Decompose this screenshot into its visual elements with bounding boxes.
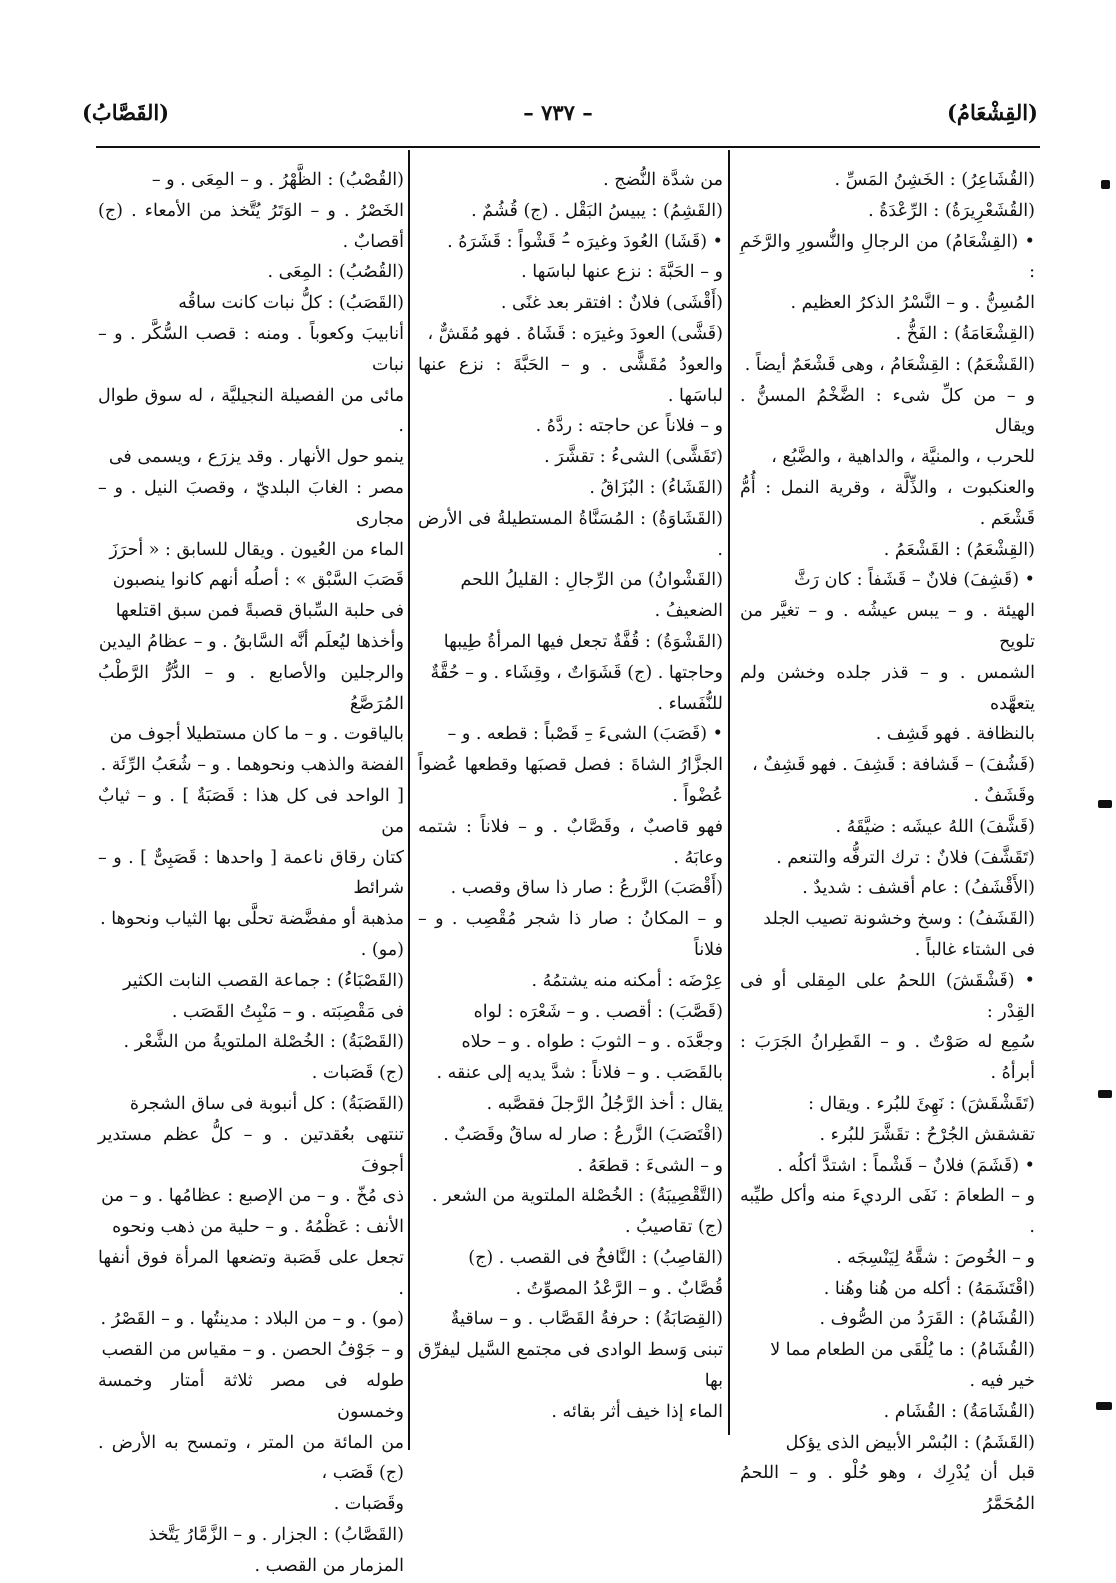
entry-line: (القَصْبَةُ) : الخُصْلة الملتويةُ من الشَّعْر . bbox=[123, 1032, 404, 1053]
entry-line: (التَّقْصِيبَةُ) : الخُصْلة الملتوية من الشعر . bbox=[431, 1186, 723, 1207]
entry-line: و – الخُوصَ : شقَّهُ لِيَنْسِجَه . bbox=[836, 1247, 1035, 1268]
entry-line: للنُّفَساء . bbox=[657, 693, 723, 714]
entry-line: (القَصْبَاءُ) : جماعة القصب النابت الكثير bbox=[123, 970, 404, 991]
entry-line: • (قَشِفَ) فلانٌ – قَشَفاً : كان رَثَّ bbox=[794, 570, 1035, 591]
margin-mark bbox=[1098, 1090, 1112, 1098]
entry-line: (القَشَاءُ) : البُزَاقُ . bbox=[589, 477, 723, 498]
entry-line: (مو) . bbox=[360, 939, 404, 960]
running-head-left: (القَصَّابُ) bbox=[82, 100, 170, 125]
entry-line: (القُصُبُ) : المِعَى . bbox=[267, 262, 404, 283]
entry-line: و – فلاناً عن حاجته : ردَّهُ . bbox=[535, 416, 723, 437]
entry-line: (القَشَفُ) : وسخ وخشونة تصيب الجلد bbox=[763, 909, 1035, 930]
entry-line: المزمار من القصب . bbox=[254, 1555, 404, 1576]
column-middle bbox=[418, 165, 723, 1428]
entry-line: (مو) . و – من البلاد : مدينتُها . و – القَصْرُ . bbox=[100, 1309, 404, 1330]
entry-line: (قَشَّفَ) اللهُ عيشَه : ضيَّقَهُ . bbox=[835, 816, 1035, 837]
entry-line: • (قَصَبَ) الشىءَ –ِ قَصْباً : قطعه . و – bbox=[447, 724, 723, 745]
entry-line: (القَصَبَةُ) : كل أنبوبة فى ساق الشجرة bbox=[129, 1093, 404, 1114]
entry-line: (اقْتَصَبَ) الزَّرعُ : صار له ساقٌ وقَصَبٌ . bbox=[443, 1124, 723, 1145]
entry-line: (أَقْشَى) فلانٌ : افتقر بعد غنًى . bbox=[500, 293, 723, 314]
entry-line: (قَشَّى) العودَ وغيرَه : قَشَاهُ . فهو مُقَشٌّ ، bbox=[427, 323, 723, 344]
entry-line: تقشقش الجُرْحُ : تقَشَّرَ للبُرء . bbox=[819, 1124, 1035, 1145]
entry-line: فى حلبة السِّباق قصبةً فمن سبق اقتلعها bbox=[115, 601, 404, 622]
entry-line: طوله فى مصر ثلاثة أمتار وخمسة وخمسون bbox=[98, 1371, 404, 1422]
margin-mark bbox=[1096, 1402, 1112, 1410]
entry-line: (القاصِبُ) : النَّافخُ فى القصب . (ج) bbox=[468, 1247, 723, 1268]
entry-line: عِرْضَه : أمكنه منه يشتمُهُ . bbox=[531, 970, 723, 991]
entry-line: (تَقَشَّفَ) فلانٌ : ترك الترفُّه والتنعم . bbox=[776, 847, 1035, 868]
column-left bbox=[98, 165, 404, 1582]
page-number: – ٧٣٧ – bbox=[523, 100, 593, 125]
entry-line: (القُشَاعِرُ) : الخَشِنُ المَسِّ . bbox=[834, 170, 1035, 190]
entry-line: مصر : الغابَ البلديّ ، وقصبَ النيل . و – مجارى bbox=[98, 477, 404, 529]
entry-line: [ الواحد فى كل هذا : قَصَبَةٌ ] . و – ثيابٌ من bbox=[98, 785, 404, 837]
entry-line: (الأَقْشَفُ) : عام أقشف : شديدٌ . bbox=[802, 878, 1035, 899]
entry-line: (القُشَامُ) : القَرَدُ من الصُّوف . bbox=[819, 1309, 1035, 1330]
entry-line: أنابيبَ وكعوباً . ومنه : قصب السُّكَّر . و – نبات bbox=[98, 323, 404, 375]
entry-line: (القَشِمُ) : يبيسُ البَقْل . (ج) قُشُمٌ . bbox=[471, 200, 723, 221]
entry-line: الماء من العُيون . ويقال للسابق : « أحرَزَ bbox=[109, 539, 404, 560]
entry-line: الخَصْرُ . و – الوَتَرُ يُتَّخذ من الأمعاء . (ج) أقصابٌ . bbox=[98, 200, 404, 252]
entry-line: قَصَبَ السَّبْق » : أصلُه أنهم كانوا ينصبون bbox=[112, 570, 404, 591]
entry-line: ذى مُخّ . و – من الإصبع : عظامُها . و – من bbox=[101, 1186, 404, 1207]
entry-line: تجعل على قَصَبة وتضعها المرأة فوق أنفها . bbox=[98, 1247, 404, 1299]
entry-line: الجزَّارُ الشاةَ : فصل قصبَها وقطعها عُضواً عُضْواً . bbox=[418, 755, 723, 806]
entry-line: والعودُ مُقَشًّى . و – الحَبَّةَ : نزع عنها لباسَها . bbox=[418, 354, 723, 406]
entry-line: مذهبة أو مفضَّضة تحلَّى بها الثياب ونحوها . bbox=[100, 909, 404, 930]
entry-line: (تَقَشَّى) الشىءُ : تقشَّرَ . bbox=[544, 447, 723, 468]
entry-line: (القُشَامَةُ) : القُشَام . bbox=[883, 1401, 1035, 1422]
entry-line: • (القِشْعَامُ) من الرجالِ والنُّسورِ والرَّخَمِ : bbox=[740, 231, 1035, 283]
column-divider-left bbox=[408, 150, 410, 1450]
entry-line: (اقْتَشَمَهُ) : أكله من هُنا وهُنا . bbox=[823, 1278, 1035, 1299]
entry-line: (القَصَبُ) : كلُّ نبات كانت ساقُه bbox=[178, 293, 404, 314]
entry-line: قُصَّابٌ . و – الرَّعْدُ المصوِّتُ . bbox=[515, 1278, 723, 1299]
entry-line: و – الحَبَّةَ : نزع عنها لباسَها . bbox=[521, 262, 723, 283]
entry-line: بالنظافة . فهو قَشِف . bbox=[875, 724, 1035, 745]
entry-line: الأنف : عَظْمُهُ . و – حلية من ذهب ونحوه bbox=[112, 1217, 404, 1238]
entry-line: الفضة والذهب ونحوهما . و – شُعَبُ الرِّئَة . bbox=[100, 755, 404, 776]
entry-line: (قَصَّبَ) : أقصب . و – شَعْرَه : لواه bbox=[473, 1001, 723, 1022]
running-head-right: (القِشْعَامُ) bbox=[947, 100, 1038, 125]
entry-line: و – الشىءَ : قطعَهُ . bbox=[577, 1155, 723, 1176]
entry-line: (القَشَاوَةُ) : المُسَنَّاةُ المستطيلةُ فى الأرض . bbox=[418, 508, 723, 560]
entry-line: (تَقَشْقَشَ) : نَهِئَ للبُرء . ويقال : bbox=[808, 1093, 1035, 1114]
entry-line: من المائة من المتر ، وتمسح به الأرض . (ج) قَصَب ، bbox=[98, 1432, 404, 1484]
entry-line: وجعَّدَه . و – الثوبَ : طواه . و – حلاه bbox=[461, 1032, 723, 1053]
entry-line: (القُشَعْرِيرَةُ) : الرِّعْدَةُ . bbox=[868, 200, 1035, 221]
entry-line: (القَصَّابُ) : الجزار . و – الزَّمَّارُ يَتَّخذ bbox=[148, 1525, 404, 1546]
entry-line: المُسِنُّ . و – النَّسْرُ الذكرُ العظيم . bbox=[790, 293, 1035, 314]
entry-line: تنتهى بعُقدتين . و – كلُّ عظم مستدير أجوفَ bbox=[98, 1124, 404, 1176]
entry-line: خير فيه . bbox=[969, 1371, 1035, 1392]
entry-line: (القُصْبُ) : الظَّهْرُ . و – المِعَى . و – bbox=[151, 170, 404, 190]
entry-line: تبنى وَسط الوادى فى مجتمع السَّيل ليفرِّق بها bbox=[418, 1340, 723, 1392]
entry-line: قبل أن يُدْرِك ، وهو حُلْو . و – اللحمُ المُحَمَّرُ bbox=[740, 1463, 1035, 1515]
entry-line: (القِصَابَةُ) : حرفةُ القَصَّاب . و – ساقيةٌ bbox=[450, 1309, 723, 1330]
entry-line: يقال : أخذ الرَّجُلُ الرَّجلَ فقصَّبه . bbox=[486, 1093, 723, 1114]
entry-line: من شدَّة النُّضج . bbox=[603, 170, 723, 190]
entry-line: و – المكانُ : صار ذا شجر مُقْصِب . و – فلاناً bbox=[418, 909, 723, 960]
entry-line: الهيئة . و – يبس عيشُه . و – تغيَّر من تلويح bbox=[740, 601, 1035, 652]
entry-line: وقَشَفٌ . bbox=[973, 785, 1035, 806]
entry-line: بالياقوت . و – ما كان مستطيلا أجوف من bbox=[109, 724, 404, 745]
entry-line: فى مَقْصِبَته . و – مَنْبِتُ القَصَب . bbox=[171, 1001, 404, 1022]
entry-line: والرجلين والأصابع . و – الدُّرُّ الرَّطْبُ المُرَصَّعُ bbox=[98, 662, 404, 714]
entry-line: والعنكبوت ، والذِّلَّة ، وقرية النمل : أُمُّ قَشْعَم . bbox=[740, 477, 1035, 529]
entry-line: (القَشْعَمُ) : القِشْعَامُ ، وهى قَشْعَمٌ أيضاً . bbox=[744, 354, 1035, 375]
entry-line: الماء إذا خيف أثر بقائه . bbox=[551, 1401, 723, 1422]
entry-line: و – الطعامَ : نَفَى الرديءَ منه وأكل طيِّبه . bbox=[740, 1186, 1035, 1238]
entry-line: (ج) قَصَبات . bbox=[311, 1063, 404, 1084]
entry-line: وقَصَبات . bbox=[333, 1494, 404, 1515]
entry-line: • (قَشَمَ) فلانٌ – قَشْماً : اشتدَّ أكلُه . bbox=[777, 1155, 1035, 1176]
margin-mark bbox=[1098, 800, 1112, 808]
entry-line: و – من كلِّ شىء : الضَّخْمُ المسنُّ . ويقال bbox=[740, 385, 1035, 437]
entry-line: (القَشْوانُ) من الرِّجالِ : القليلُ اللحم bbox=[460, 570, 723, 591]
entry-line: الشمس . و – قذر جلده وخشن ولم يتعهَّده bbox=[740, 662, 1035, 714]
entry-line: فهو قاصبٌ ، وقَصَّابٌ . و – فلاناً : شتمه وعابَهُ . bbox=[418, 816, 723, 868]
entry-line: (قَشُفَ) – قَشافة : قَشِفَ . فهو قَشِفٌ ، bbox=[752, 755, 1035, 776]
margin-mark bbox=[1101, 180, 1110, 189]
entry-line: كتان رقاق ناعمة [ واحدها : قَصَبِىٌّ ] . و – شرائط bbox=[98, 847, 404, 899]
entry-line: (القِشْعَمُ) : القَشْعَمُ . bbox=[883, 539, 1035, 560]
entry-line: • (قَشْقَشَ) اللحمُ على المِقلى أو فى القِدْر : bbox=[740, 970, 1035, 1022]
entry-line: وأخذها ليُعلَم أنَّه السَّابقُ . و – عظامُ اليدين bbox=[98, 631, 404, 652]
entry-line: • (قَشَا) العُودَ وغيرَه –ُ قَشْواً : قَشَرَهُ . bbox=[447, 231, 723, 252]
entry-line: (القَشْوَةُ) : قُفَّةٌ تجعل فيها المرأةُ طِيبها bbox=[443, 631, 723, 652]
column-divider-right bbox=[728, 150, 730, 1435]
entry-line: الضعيفُ . bbox=[654, 601, 723, 622]
header-rule bbox=[96, 146, 1040, 148]
entry-line: مائى من الفصيلة النجيليَّة ، له سوق طوال . bbox=[98, 385, 404, 437]
entry-line: (ج) تقاصيبُ . bbox=[624, 1217, 723, 1238]
entry-line: (القَشَمُ) : البُسْر الأبيض الذى يؤكل bbox=[785, 1432, 1035, 1453]
entry-line: (القِشْعَامَةُ) : الفَخُّ . bbox=[895, 323, 1035, 344]
entry-line: سُمِع له صَوْتٌ . و – القَطِرانُ الجَرَبَ : أبرأهُ . bbox=[740, 1032, 1035, 1084]
entry-line: ينمو حول الأنهار . وقد يزرَع ، ويسمى فى bbox=[108, 447, 404, 468]
entry-line: (القُشَامُ) : ما يُلْقَى من الطعام مما لا bbox=[770, 1340, 1035, 1361]
column-right bbox=[740, 165, 1035, 1520]
entry-line: بالقَصَب . و – فلاناً : شدَّ يديه إلى عنقه . bbox=[436, 1063, 723, 1084]
entry-line: وحاجتها . (ج) قَشَوَاتٌ ، وقِشَاء . و – حُقَّةٌ bbox=[430, 662, 723, 683]
entry-line: فى الشتاء غالباً . bbox=[914, 939, 1035, 960]
entry-line: (أَقْصَبَ) الزَّرعُ : صار ذا ساق وقصب . bbox=[450, 878, 723, 899]
entry-line: للحرب ، والمنيَّة ، والداهية ، والضَّبُع ، bbox=[771, 447, 1035, 468]
entry-line: و – جَوْفُ الحصن . و – مقياس من القصب bbox=[101, 1340, 404, 1361]
